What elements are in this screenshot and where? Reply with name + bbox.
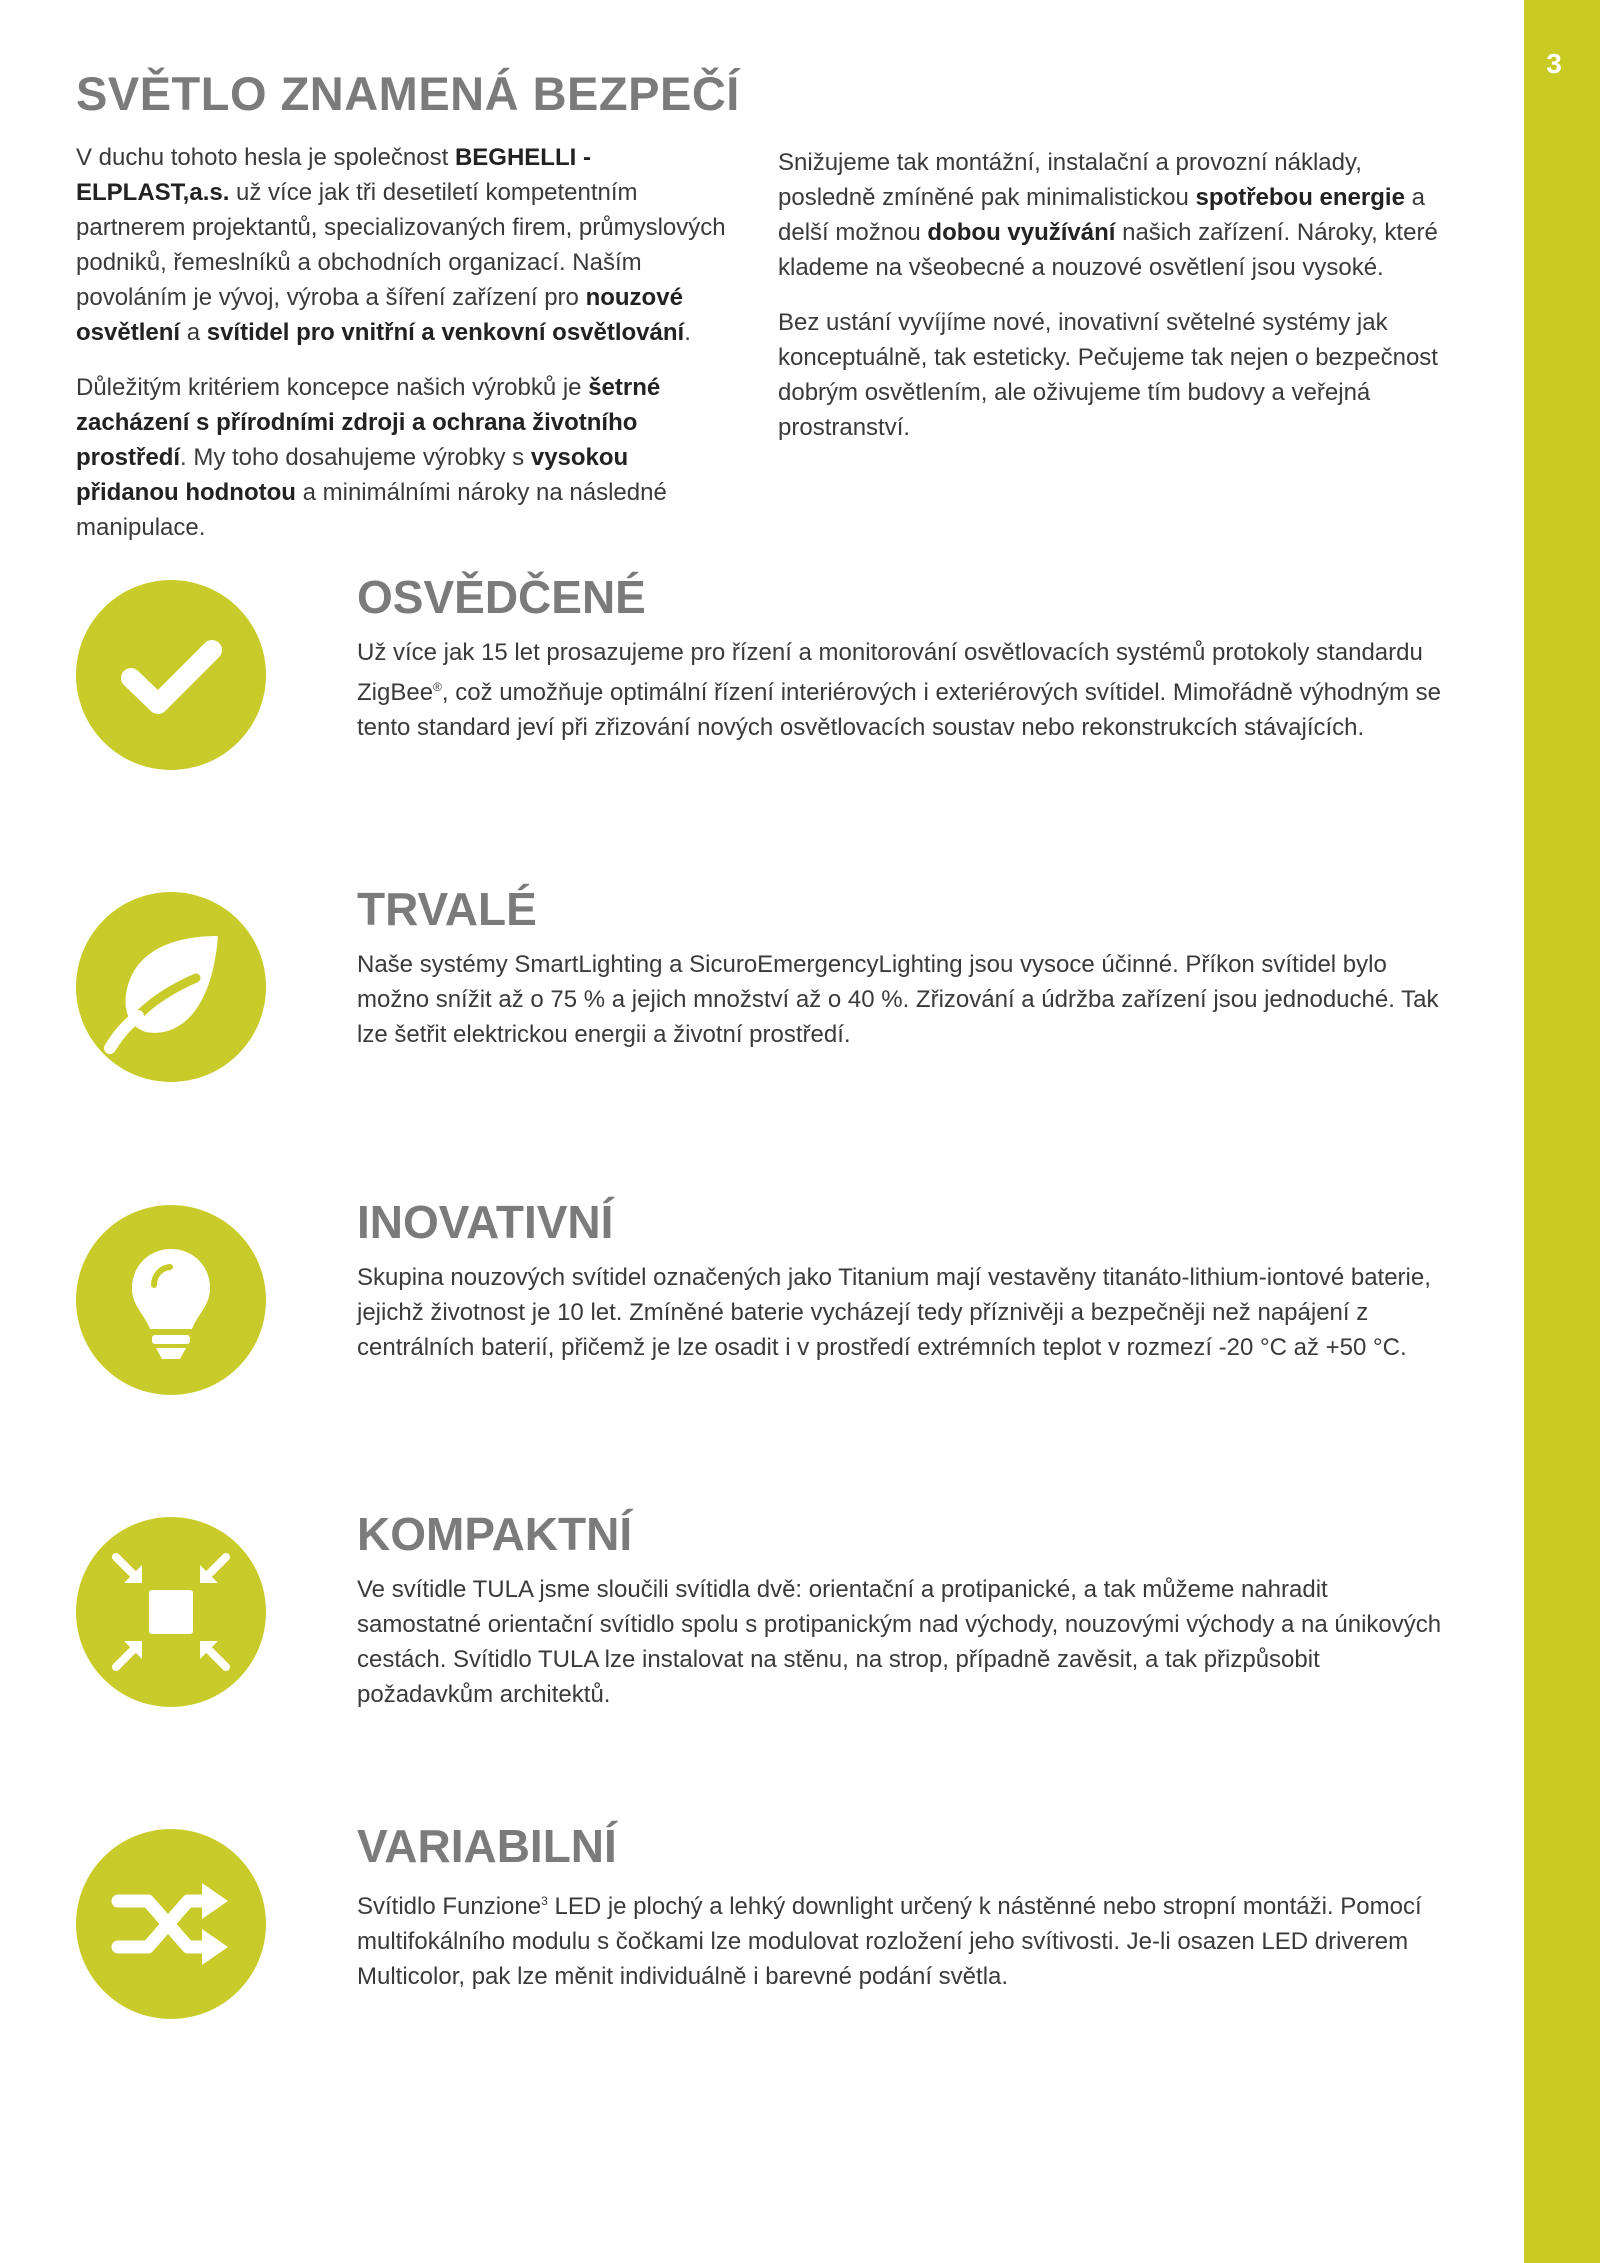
lightbulb-icon [76,1205,266,1395]
page-number: 3 [1546,48,1562,79]
compress-arrows-icon [76,1517,266,1707]
feature-heading: VARIABILNÍ [357,1820,617,1872]
intro-column-left [76,140,736,565]
feature-heading: TRVALÉ [357,883,537,935]
feature-heading: INOVATIVNÍ [357,1196,614,1248]
feature-text: Naše systémy SmartLighting a SicuroEmergencyLighting jsou vysoce účinné. Příkon svítidel bylo možno snížit až o 75 % a jejich množství až o 40 %. Zřizování a údržba zařízení jsou jednoduché. Tak lze šetřit elektrickou energii a životní prostředí. [357,951,1439,1048]
intro-paragraph-1: V duchu tohoto hesla je společnost BEGHELLI - ELPLAST,a.s. už více jak tři desetiletí kompetentním partnerem projektantů, specializovaných firem, průmyslových podniků, řemeslníků a obchodních organizací. Naším povoláním je vývoj, výroba a šíření zařízení pro nouzové osvětlení a svítidel pro vnitřní a venkovní osvětlování. [76,144,726,346]
feature-text: Už více jak 15 let prosazujeme pro řízení a monitorování osvětlovacích systémů protokoly standardu ZigBee®, což umožňuje optimální řízení interiérových i exteriérových svítidel. Mimořádně výhodným se tento standard jeví při zřizování nových osvětlovacích soustav nebo rekonstrukcích stávajících. [357,639,1441,741]
page-title: SVĚTLO ZNAMENÁ BEZPEČÍ [76,67,740,120]
shuffle-icon [76,1829,266,2019]
intro-paragraph-4: Bez ustání vyvíjíme nové, inovativní světelné systémy jak konceptuálně, tak esteticky. Pečujeme tak nejen o bezpečnost dobrým osvětlením, ale oživujeme tím budovy a veřejná prostranství. [778,309,1438,441]
leaf-icon [76,892,266,1082]
feature-heading: OSVĚDČENÉ [357,571,646,623]
intro-paragraph-2: Důležitým kritériem koncepce našich výrobků je šetrné zacházení s přírodními zdroji a ochrana životního prostředí. My toho dosahujeme výrobky s vysokou přidanou hodnotou a minimálními nároky na následné manipulace. [76,374,667,541]
feature-text: Skupina nouzových svítidel označených jako Titanium mají vestavěny titanáto-lithium-iontové baterie, jejichž životnost je 10 let. Zmíněné baterie vycházejí tedy příznivěji a bezpečněji než napájení z centrálních baterií, přičemž je lze osadit i v prostředí extrémních teplot v rozmezí -20 °C až +50 °C. [357,1264,1431,1361]
intro-column-right [778,145,1448,465]
feature-text: Ve svítidle TULA jsme sloučili svítidla dvě: orientační a protipanické, a tak můžeme nahradit samostatné orientační svítidlo spolu s protipanickým nad východy, nouzovými východy a na únikových cestách. Svítidlo TULA lze instalovat na stěnu, na strop, případně zavěsit, a tak přizpůsobit požadavkům architektů. [357,1576,1442,1708]
feature-text: Svítidlo Funzione$^3$ LED je plochý a lehký downlight určený k nástěnné nebo stropní montáži. Pomocí multifokálního modulu s čočkami lze modulovat rozložení jeho svítivosti. Je-li osazen LED driverem Multicolor, pak lze měnit individuálně i barevné podání světla. [357,1893,1422,1990]
intro-paragraph-3: Snižujeme tak montážní, instalační a provozní náklady, posledně zmíněné pak minimalistickou spotřebou energie a delší možnou dobou využívání našich zařízení. Nároky, které klademe na všeobecné a nouzové osvětlení jsou vysoké. [778,149,1438,281]
checkmark-icon [76,580,266,770]
side-accent-bar [1524,0,1600,2263]
feature-heading: KOMPAKTNÍ [357,1508,633,1560]
